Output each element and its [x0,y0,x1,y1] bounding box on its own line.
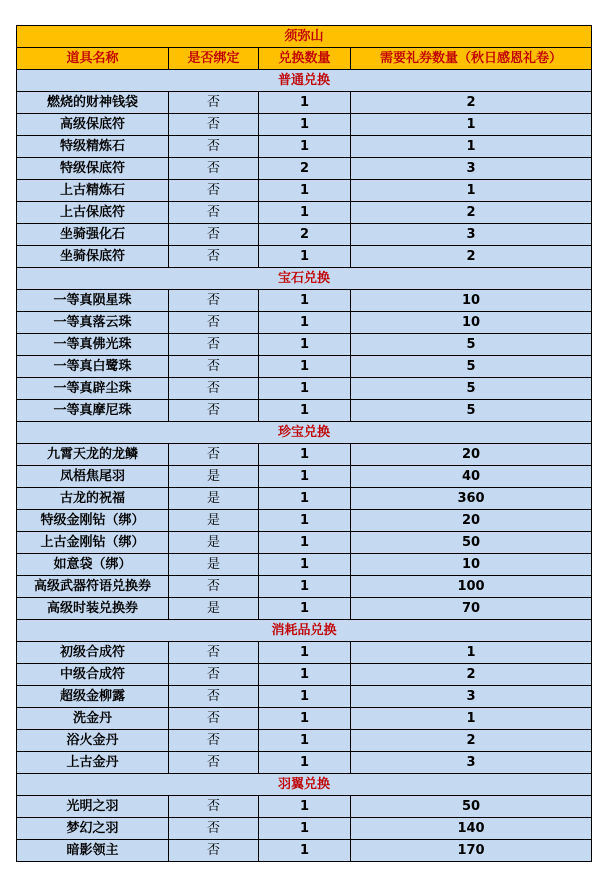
item-bound-cell: 否 [169,92,259,114]
item-quantity-cell: 1 [259,202,351,224]
item-name-cell: 中级合成符 [17,664,169,686]
item-quantity-cell: 1 [259,246,351,268]
item-bound-cell: 否 [169,818,259,840]
item-cost-cell: 360 [351,488,592,510]
item-quantity-cell: 1 [259,180,351,202]
item-quantity-cell: 1 [259,400,351,422]
item-cost-cell: 5 [351,356,592,378]
table-row [17,400,592,422]
item-cost-cell: 20 [351,444,592,466]
item-name-cell: 高级保底符 [17,114,169,136]
item-bound-cell: 否 [169,356,259,378]
table-row [17,334,592,356]
item-name-cell: 九霄天龙的龙鳞 [17,444,169,466]
item-cost-cell: 5 [351,378,592,400]
table-row [17,686,592,708]
section-title: 普通兑换 [17,70,592,92]
item-cost-cell: 50 [351,796,592,818]
item-cost-cell: 3 [351,686,592,708]
item-name-cell: 燃烧的财神钱袋 [17,92,169,114]
item-quantity-cell: 1 [259,532,351,554]
item-quantity-cell: 1 [259,840,351,862]
item-quantity-cell: 1 [259,730,351,752]
table-row [17,554,592,576]
table-row [17,92,592,114]
item-name-cell: 特级保底符 [17,158,169,180]
item-cost-cell: 1 [351,114,592,136]
table-row [17,312,592,334]
item-name-cell: 高级武器符语兑换券 [17,576,169,598]
item-name-cell: 暗影领主 [17,840,169,862]
section-row [17,70,592,92]
item-quantity-cell: 1 [259,796,351,818]
table-row [17,532,592,554]
title-row [17,26,592,48]
item-name-cell: 一等真佛光珠 [17,334,169,356]
item-cost-cell: 3 [351,752,592,774]
item-quantity-cell: 1 [259,818,351,840]
item-name-cell: 梦幻之羽 [17,818,169,840]
item-bound-cell: 是 [169,510,259,532]
item-name-cell: 一等真落云珠 [17,312,169,334]
item-bound-cell: 否 [169,290,259,312]
item-bound-cell: 否 [169,180,259,202]
table-row [17,598,592,620]
item-cost-cell: 70 [351,598,592,620]
item-cost-cell: 2 [351,92,592,114]
item-quantity-cell: 1 [259,576,351,598]
item-cost-cell: 170 [351,840,592,862]
table-row [17,378,592,400]
item-quantity-cell: 1 [259,136,351,158]
item-cost-cell: 100 [351,576,592,598]
item-quantity-cell: 1 [259,554,351,576]
table-row [17,796,592,818]
table-row [17,158,592,180]
header-bound: 是否绑定 [169,48,259,70]
table-row [17,664,592,686]
item-name-cell: 古龙的祝福 [17,488,169,510]
exchange-table-body [17,26,592,862]
item-quantity-cell: 1 [259,356,351,378]
item-name-cell: 如意袋（绑） [17,554,169,576]
table-row [17,818,592,840]
section-row [17,620,592,642]
table-title: 须弥山 [17,26,592,48]
item-name-cell: 一等真白鹭珠 [17,356,169,378]
item-name-cell: 特级金刚钻（绑） [17,510,169,532]
table-row [17,488,592,510]
item-cost-cell: 50 [351,532,592,554]
item-bound-cell: 否 [169,334,259,356]
item-cost-cell: 2 [351,664,592,686]
item-bound-cell: 否 [169,202,259,224]
item-cost-cell: 5 [351,400,592,422]
item-bound-cell: 否 [169,158,259,180]
item-name-cell: 一等真辟尘珠 [17,378,169,400]
item-bound-cell: 否 [169,114,259,136]
item-quantity-cell: 1 [259,444,351,466]
item-cost-cell: 20 [351,510,592,532]
item-cost-cell: 10 [351,312,592,334]
section-row [17,422,592,444]
item-name-cell: 上古精炼石 [17,180,169,202]
item-quantity-cell: 1 [259,312,351,334]
item-quantity-cell: 1 [259,664,351,686]
item-cost-cell: 2 [351,246,592,268]
table-row [17,576,592,598]
item-bound-cell: 否 [169,686,259,708]
item-name-cell: 超级金柳露 [17,686,169,708]
item-name-cell: 高级时装兑换券 [17,598,169,620]
item-quantity-cell: 2 [259,224,351,246]
header-row [17,48,592,70]
table-row [17,290,592,312]
item-name-cell: 凤梧焦尾羽 [17,466,169,488]
table-row [17,136,592,158]
item-name-cell: 特级精炼石 [17,136,169,158]
item-bound-cell: 否 [169,378,259,400]
section-row [17,774,592,796]
item-quantity-cell: 1 [259,92,351,114]
item-bound-cell: 否 [169,664,259,686]
item-cost-cell: 1 [351,136,592,158]
item-cost-cell: 10 [351,290,592,312]
item-cost-cell: 3 [351,224,592,246]
item-name-cell: 初级合成符 [17,642,169,664]
item-bound-cell: 否 [169,642,259,664]
item-name-cell: 一等真陨星珠 [17,290,169,312]
item-quantity-cell: 1 [259,334,351,356]
item-bound-cell: 否 [169,840,259,862]
section-title: 羽翼兑换 [17,774,592,796]
item-name-cell: 浴火金丹 [17,730,169,752]
table-row [17,356,592,378]
item-bound-cell: 否 [169,224,259,246]
item-bound-cell: 否 [169,796,259,818]
table-row [17,180,592,202]
exchange-table [16,25,592,862]
item-bound-cell: 否 [169,246,259,268]
item-bound-cell: 否 [169,400,259,422]
item-quantity-cell: 1 [259,466,351,488]
item-quantity-cell: 1 [259,752,351,774]
item-bound-cell: 否 [169,576,259,598]
item-cost-cell: 40 [351,466,592,488]
item-quantity-cell: 1 [259,488,351,510]
item-bound-cell: 是 [169,466,259,488]
item-quantity-cell: 1 [259,708,351,730]
item-quantity-cell: 1 [259,114,351,136]
item-name-cell: 上古金丹 [17,752,169,774]
table-row [17,730,592,752]
table-row [17,708,592,730]
header-item-name: 道具名称 [17,48,169,70]
item-bound-cell: 是 [169,598,259,620]
item-cost-cell: 2 [351,730,592,752]
item-quantity-cell: 1 [259,510,351,532]
item-bound-cell: 否 [169,444,259,466]
item-quantity-cell: 1 [259,290,351,312]
item-cost-cell: 10 [351,554,592,576]
item-quantity-cell: 1 [259,598,351,620]
item-quantity-cell: 1 [259,378,351,400]
table-row [17,224,592,246]
table-row [17,444,592,466]
item-name-cell: 洗金丹 [17,708,169,730]
table-row [17,246,592,268]
header-voucher-cost: 需要礼券数量（秋日感恩礼卷） [351,48,592,70]
item-bound-cell: 否 [169,730,259,752]
section-title: 珍宝兑换 [17,422,592,444]
item-bound-cell: 是 [169,532,259,554]
item-quantity-cell: 1 [259,642,351,664]
item-quantity-cell: 1 [259,686,351,708]
table-row [17,202,592,224]
item-name-cell: 上古金刚钻（绑） [17,532,169,554]
table-row [17,114,592,136]
item-bound-cell: 否 [169,708,259,730]
item-quantity-cell: 2 [259,158,351,180]
item-cost-cell: 1 [351,642,592,664]
item-bound-cell: 否 [169,752,259,774]
item-bound-cell: 否 [169,312,259,334]
item-name-cell: 光明之羽 [17,796,169,818]
section-row [17,268,592,290]
item-cost-cell: 5 [351,334,592,356]
item-name-cell: 上古保底符 [17,202,169,224]
table-row [17,752,592,774]
table-row [17,510,592,532]
table-row [17,840,592,862]
item-cost-cell: 2 [351,202,592,224]
section-title: 消耗品兑换 [17,620,592,642]
table-row [17,642,592,664]
item-cost-cell: 1 [351,708,592,730]
item-cost-cell: 140 [351,818,592,840]
item-name-cell: 一等真摩尼珠 [17,400,169,422]
item-name-cell: 坐骑保底符 [17,246,169,268]
item-bound-cell: 否 [169,136,259,158]
table-row [17,466,592,488]
header-quantity: 兑换数量 [259,48,351,70]
section-title: 宝石兑换 [17,268,592,290]
item-cost-cell: 3 [351,158,592,180]
item-bound-cell: 是 [169,554,259,576]
item-bound-cell: 是 [169,488,259,510]
item-cost-cell: 1 [351,180,592,202]
item-name-cell: 坐骑强化石 [17,224,169,246]
